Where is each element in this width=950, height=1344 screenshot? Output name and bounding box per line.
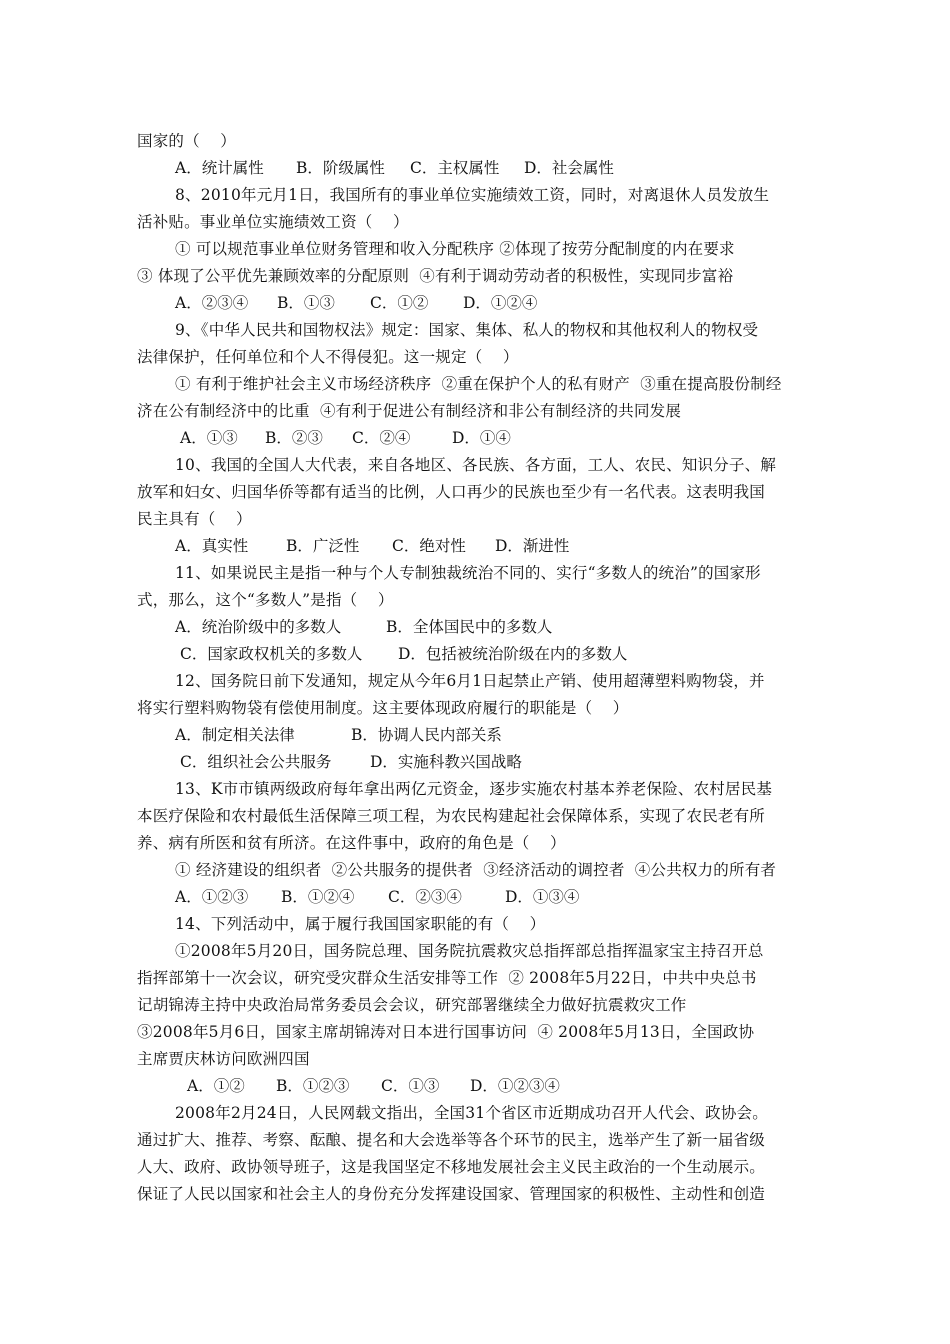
option-a: A．真实性 bbox=[175, 537, 249, 555]
text-line: 记胡锦涛主持中央政治局常务委员会会议，研究部署继续全力做好抗震救灾工作 bbox=[137, 996, 687, 1014]
text-line: 养、病有所医和贫有所济。在这件事中，政府的角色是（ ） bbox=[137, 834, 566, 852]
text-line: 国家的（ ） bbox=[137, 132, 237, 150]
text-line: 放军和妇女、归国华侨等都有适当的比例，人口再少的民族也至少有一名代表。这表明我国 bbox=[137, 483, 766, 501]
option-a: A．②③④ bbox=[175, 294, 249, 312]
option-d: D．①②③④ bbox=[470, 1077, 560, 1095]
text-line: 济在公有制经济中的比重 ④有利于促进公有制经济和非公有制经济的共同发展 bbox=[137, 402, 682, 420]
passage-line: 2008年2月24日，人民网载文指出，全国31个省区市近期成功召开人代会、政协会。 bbox=[175, 1104, 768, 1122]
option-b: B．①②③ bbox=[276, 1077, 350, 1095]
text-line: 活补贴。事业单位实施绩效工资（ ） bbox=[137, 213, 409, 231]
text-line: ① 可以规范事业单位财务管理和收入分配秩序 ②体现了按劳分配制度的内在要求 bbox=[175, 240, 735, 258]
question-12: 12、国务院日前下发通知，规定从今年6月1日起禁止产销、使用超薄塑料购物袋，并 bbox=[175, 672, 765, 690]
option-b: B．协调人民内部关系 bbox=[351, 726, 502, 744]
option-b: B．①②④ bbox=[281, 888, 355, 906]
text-line: ①2008年5月20日，国务院总理、国务院抗震救灾总指挥部总指挥温家宝主持召开总 bbox=[175, 942, 764, 960]
option-a: A．①③ bbox=[180, 429, 238, 447]
option-b: B．①③ bbox=[277, 294, 335, 312]
option-b: B．广泛性 bbox=[286, 537, 360, 555]
option-b: B．全体国民中的多数人 bbox=[386, 618, 553, 636]
text-line: 将实行塑料购物袋有偿使用制度。这主要体现政府履行的职能是（ ） bbox=[137, 699, 629, 717]
option-d: D．①④ bbox=[452, 429, 511, 447]
option-a: A．统计属性 bbox=[175, 159, 264, 177]
option-d: D．社会属性 bbox=[524, 159, 614, 177]
option-c: C．国家政权机关的多数人 bbox=[180, 645, 363, 663]
option-a: A．统治阶级中的多数人 bbox=[175, 618, 342, 636]
option-d: D．①③④ bbox=[505, 888, 580, 906]
option-a: A．①② bbox=[187, 1077, 245, 1095]
option-c: C．主权属性 bbox=[410, 159, 500, 177]
option-b: B．阶级属性 bbox=[296, 159, 385, 177]
option-b: B．②③ bbox=[265, 429, 323, 447]
option-d: D．①②④ bbox=[463, 294, 538, 312]
text-line: 指挥部第十一次会议，研究受灾群众生活安排等工作 ② 2008年5月22日，中共中央总书 bbox=[137, 969, 757, 987]
option-c: C．②④ bbox=[352, 429, 411, 447]
passage-line: 通过扩大、推荐、考察、酝酿、提名和大会选举等各个环节的民主，选举产生了新一届省级 bbox=[137, 1131, 766, 1149]
option-c: C．绝对性 bbox=[392, 537, 466, 555]
text-line: ① 有利于维护社会主义市场经济秩序 ②重在保护个人的私有财产 ③重在提高股份制经 bbox=[175, 375, 782, 393]
question-14: 14、下列活动中，属于履行我国国家职能的有（ ） bbox=[175, 915, 546, 933]
option-d: D．包括被统治阶级在内的多数人 bbox=[398, 645, 628, 663]
question-10: 10、我国的全国人大代表，来自各地区、各民族、各方面，工人、农民、知识分子、解 bbox=[175, 456, 777, 474]
option-c: C．①③ bbox=[381, 1077, 440, 1095]
question-8: 8、2010年元月1日，我国所有的事业单位实施绩效工资，同时，对离退休人员发放生 bbox=[175, 186, 770, 204]
text-line: 法律保护，任何单位和个人不得侵犯。这一规定（ ） bbox=[137, 348, 519, 366]
text-line: ③ 体现了公平优先兼顾效率的分配原则 ④有利于调动劳动者的积极性，实现同步富裕 bbox=[137, 267, 734, 285]
option-d: D．实施科教兴国战略 bbox=[370, 753, 522, 771]
option-c: C．②③④ bbox=[388, 888, 462, 906]
option-a: A．①②③ bbox=[175, 888, 249, 906]
option-a: A．制定相关法律 bbox=[175, 726, 295, 744]
question-13: 13、K市市镇两级政府每年拿出两亿元资金，逐步实施农村基本养老保险、农村居民基 bbox=[175, 780, 773, 798]
question-11: 11、如果说民主是指一种与个人专制独裁统治不同的、实行“多数人的统治”的国家形 bbox=[175, 564, 761, 582]
option-d: D．渐进性 bbox=[495, 537, 570, 555]
passage-line: 保证了人民以国家和社会主人的身份充分发挥建设国家、管理国家的积极性、主动性和创造 bbox=[137, 1185, 766, 1203]
option-c: C．组织社会公共服务 bbox=[180, 753, 332, 771]
text-line: 民主具有（ ） bbox=[137, 510, 252, 528]
text-line: 主席贾庆林访问欧洲四国 bbox=[137, 1050, 310, 1068]
text-line: ③2008年5月6日，国家主席胡锦涛对日本进行国事访问 ④ 2008年5月13日，全国政协 bbox=[137, 1023, 755, 1041]
text-line: ① 经济建设的组织者 ②公共服务的提供者 ③经济活动的调控者 ④公共权力的所有者 bbox=[175, 861, 777, 879]
text-line: 本医疗保险和农村最低生活保障三项工程，为农民构建起社会保障体系，实现了农民老有所 bbox=[137, 807, 766, 825]
text-line: 式，那么，这个“多数人”是指（ ） bbox=[137, 591, 394, 609]
option-c: C．①② bbox=[370, 294, 429, 312]
question-9: 9、《中华人民共和国物权法》规定：国家、集体、私人的物权和其他权利人的物权受 bbox=[175, 321, 759, 339]
passage-line: 人大、政府、政协领导班子，这是我国坚定不移地发展社会主义民主政治的一个生动展示。 bbox=[137, 1158, 766, 1176]
